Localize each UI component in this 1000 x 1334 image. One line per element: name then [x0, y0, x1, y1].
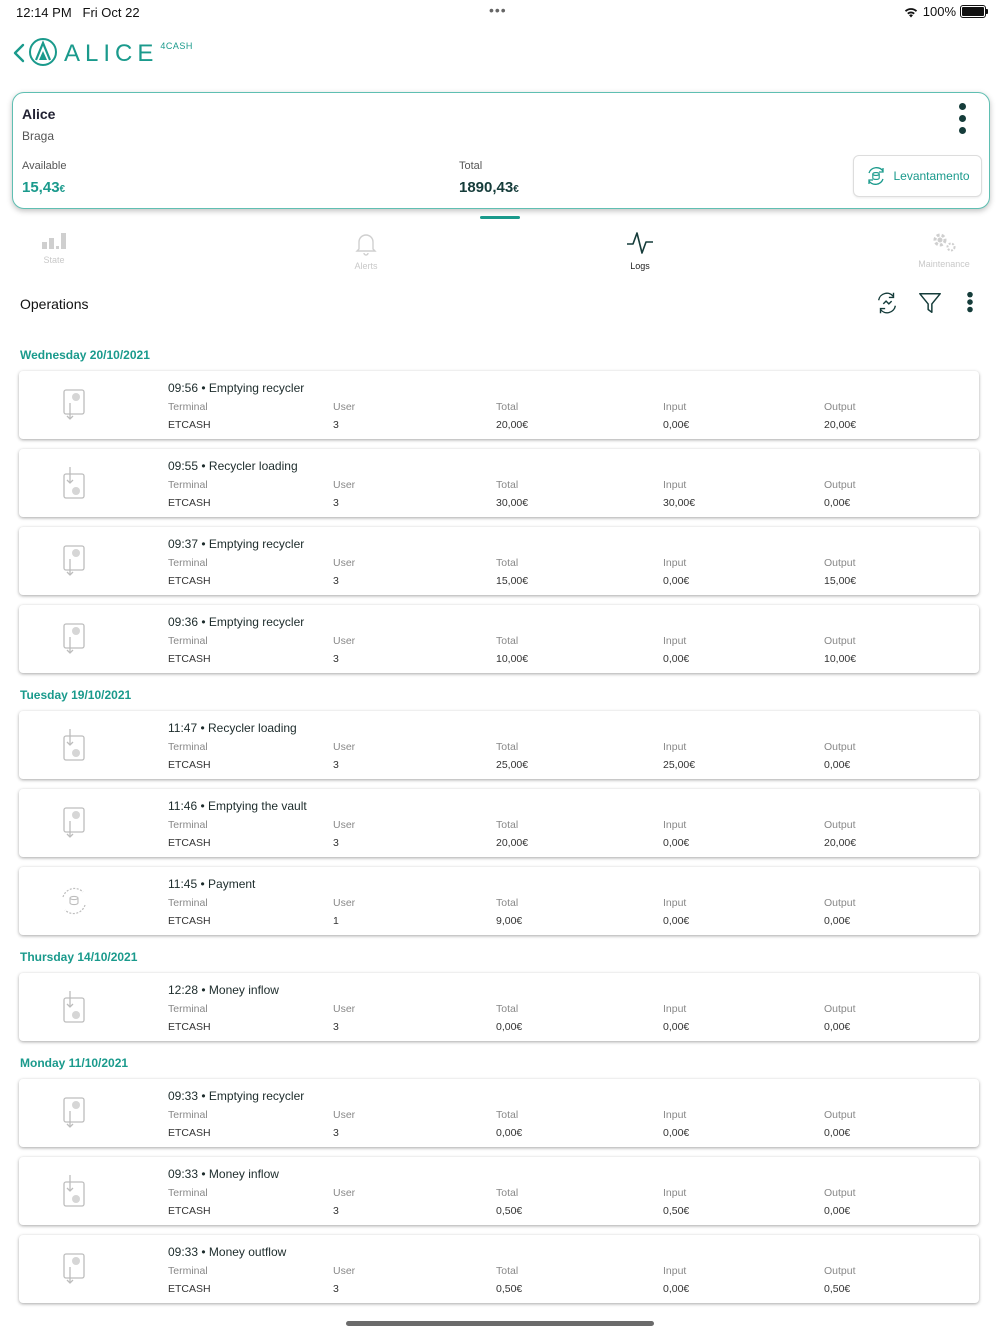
col-value-total: 0,50€	[496, 1205, 523, 1217]
levantamento-label: Levantamento	[893, 169, 970, 183]
card-drag-indicator[interactable]	[480, 216, 520, 219]
col-value-user: 3	[333, 419, 339, 431]
col-value-output: 0,00€	[824, 1021, 851, 1033]
col-label-total: Total	[496, 897, 519, 909]
col-label-output: Output	[824, 635, 856, 647]
operations-title: Operations	[20, 296, 89, 312]
col-value-user: 3	[333, 1283, 339, 1295]
tab-state[interactable]	[14, 230, 94, 265]
total-value: 1890,43€	[459, 179, 519, 196]
home-indicator[interactable]	[346, 1321, 654, 1326]
battery-percent: 100%	[922, 4, 956, 19]
col-value-output: 20,00€	[824, 837, 857, 849]
col-value-input: 0,50€	[663, 1205, 690, 1217]
day-header: Tuesday 19/10/2021	[20, 688, 132, 702]
col-label-user: User	[333, 557, 356, 569]
col-label-total: Total	[496, 741, 519, 753]
col-label-input: Input	[663, 897, 687, 909]
col-label-output: Output	[824, 897, 856, 909]
payment-icon	[57, 883, 91, 919]
operation-row[interactable]	[19, 1235, 979, 1303]
col-label-total: Total	[496, 1109, 519, 1121]
sync-icon[interactable]	[873, 290, 901, 316]
col-label-output: Output	[824, 1109, 856, 1121]
operation-row[interactable]	[19, 527, 979, 595]
col-value-total: 30,00€	[496, 497, 529, 509]
col-value-output: 10,00€	[824, 653, 857, 665]
tab-alerts[interactable]	[326, 230, 406, 271]
operation-title: 09:37 • Emptying recycler	[168, 537, 305, 551]
col-label-terminal: Terminal	[168, 1109, 208, 1121]
loading-icon	[57, 989, 91, 1025]
col-value-input: 0,00€	[663, 575, 690, 587]
col-value-user: 3	[333, 837, 339, 849]
col-label-user: User	[333, 1003, 356, 1015]
col-label-total: Total	[496, 819, 519, 831]
emptying-icon	[57, 1251, 91, 1287]
col-label-total: Total	[496, 635, 519, 647]
col-label-user: User	[333, 635, 356, 647]
col-value-total: 9,00€	[496, 915, 523, 927]
col-value-total: 0,50€	[496, 1283, 523, 1295]
col-label-terminal: Terminal	[168, 897, 208, 909]
operation-row[interactable]	[19, 711, 979, 779]
operation-row[interactable]	[19, 449, 979, 517]
col-label-terminal: Terminal	[168, 401, 208, 413]
col-value-terminal: ETCASH	[168, 837, 211, 849]
logo-word: ALICE	[64, 40, 159, 67]
emptying-icon	[57, 1095, 91, 1131]
col-value-output: 0,00€	[824, 759, 851, 771]
col-label-terminal: Terminal	[168, 635, 208, 647]
bar-chart-icon	[41, 230, 67, 250]
app-logo	[28, 37, 193, 71]
col-value-terminal: ETCASH	[168, 1127, 211, 1139]
col-label-output: Output	[824, 819, 856, 831]
col-label-input: Input	[663, 741, 687, 753]
col-label-output: Output	[824, 1187, 856, 1199]
col-label-input: Input	[663, 1003, 687, 1015]
col-label-user: User	[333, 1265, 356, 1277]
card-more-icon[interactable]	[959, 103, 967, 139]
col-value-user: 3	[333, 1205, 339, 1217]
col-value-total: 10,00€	[496, 653, 529, 665]
col-value-user: 3	[333, 1021, 339, 1033]
operations-more-icon[interactable]	[964, 290, 976, 316]
operation-title: 09:33 • Money outflow	[168, 1245, 287, 1259]
col-label-output: Output	[824, 1003, 856, 1015]
col-value-total: 25,00€	[496, 759, 529, 771]
col-label-user: User	[333, 479, 356, 491]
bell-icon	[353, 230, 379, 256]
col-value-output: 0,00€	[824, 915, 851, 927]
available-value: 15,43€	[22, 179, 66, 196]
operation-title: 09:55 • Recycler loading	[168, 459, 298, 473]
emptying-icon	[57, 387, 91, 423]
operation-title: 11:46 • Emptying the vault	[168, 799, 307, 813]
col-label-total: Total	[496, 1003, 519, 1015]
col-value-total: 20,00€	[496, 837, 529, 849]
col-value-user: 3	[333, 575, 339, 587]
account-location: Braga	[22, 129, 55, 143]
col-label-input: Input	[663, 1109, 687, 1121]
filter-icon[interactable]	[917, 290, 943, 316]
levantamento-button[interactable]	[853, 155, 982, 197]
account-card	[12, 92, 990, 209]
col-value-terminal: ETCASH	[168, 419, 211, 431]
col-value-user: 3	[333, 759, 339, 771]
col-value-terminal: ETCASH	[168, 497, 211, 509]
col-label-total: Total	[496, 557, 519, 569]
col-label-output: Output	[824, 479, 856, 491]
col-value-output: 0,00€	[824, 497, 851, 509]
col-label-input: Input	[663, 819, 687, 831]
col-value-terminal: ETCASH	[168, 1283, 211, 1295]
col-value-output: 0,00€	[824, 1127, 851, 1139]
operation-row[interactable]	[19, 867, 979, 935]
operation-title: 09:33 • Emptying recycler	[168, 1089, 305, 1103]
col-label-user: User	[333, 401, 356, 413]
emptying-icon	[57, 805, 91, 841]
loading-icon	[57, 1173, 91, 1209]
day-header: Thursday 14/10/2021	[20, 950, 138, 964]
col-label-terminal: Terminal	[168, 1003, 208, 1015]
tab-logs[interactable]	[600, 230, 680, 271]
tab-logs-label: Logs	[630, 261, 650, 271]
day-header: Monday 11/10/2021	[20, 1056, 129, 1070]
col-value-output: 0,00€	[824, 1205, 851, 1217]
col-value-terminal: ETCASH	[168, 915, 211, 927]
operation-title: 09:36 • Emptying recycler	[168, 615, 305, 629]
status-time: 12:14 PM Fri Oct 22	[16, 5, 140, 20]
operation-title: 09:56 • Emptying recycler	[168, 381, 305, 395]
col-value-terminal: ETCASH	[168, 653, 211, 665]
loading-icon	[57, 465, 91, 501]
battery-icon	[960, 5, 986, 18]
col-label-terminal: Terminal	[168, 1265, 208, 1277]
col-value-total: 20,00€	[496, 419, 529, 431]
col-label-terminal: Terminal	[168, 1187, 208, 1199]
col-value-terminal: ETCASH	[168, 1205, 211, 1217]
col-value-terminal: ETCASH	[168, 759, 211, 771]
col-value-user: 1	[333, 915, 339, 927]
col-label-output: Output	[824, 401, 856, 413]
col-value-output: 15,00€	[824, 575, 857, 587]
col-value-user: 3	[333, 1127, 339, 1139]
tab-state-label: State	[43, 255, 65, 265]
wifi-icon	[903, 6, 919, 18]
col-value-output: 0,50€	[824, 1283, 851, 1295]
operation-row[interactable]	[19, 1157, 979, 1225]
day-header: Wednesday 20/10/2021	[20, 348, 150, 362]
col-label-user: User	[333, 819, 356, 831]
col-label-terminal: Terminal	[168, 557, 208, 569]
col-label-output: Output	[824, 1265, 856, 1277]
col-label-total: Total	[496, 1187, 519, 1199]
col-label-total: Total	[496, 479, 519, 491]
loading-icon	[57, 727, 91, 763]
col-value-user: 3	[333, 497, 339, 509]
gears-icon	[930, 230, 958, 254]
pulse-icon	[626, 230, 654, 256]
operation-row[interactable]	[19, 605, 979, 673]
status-right	[903, 4, 986, 19]
col-label-input: Input	[663, 1187, 687, 1199]
col-label-terminal: Terminal	[168, 741, 208, 753]
col-value-input: 0,00€	[663, 653, 690, 665]
col-label-input: Input	[663, 401, 687, 413]
tab-maintenance[interactable]	[904, 230, 984, 269]
operation-row[interactable]	[19, 1079, 979, 1147]
available-label: Available	[22, 160, 67, 172]
col-label-output: Output	[824, 741, 856, 753]
emptying-icon	[57, 543, 91, 579]
col-label-input: Input	[663, 557, 687, 569]
back-chevron-icon[interactable]	[10, 40, 30, 66]
col-label-terminal: Terminal	[168, 479, 208, 491]
col-value-terminal: ETCASH	[168, 575, 211, 587]
tab-bar	[0, 224, 1000, 272]
col-value-input: 0,00€	[663, 837, 690, 849]
col-label-user: User	[333, 897, 356, 909]
col-label-total: Total	[496, 401, 519, 413]
col-value-input: 30,00€	[663, 497, 696, 509]
col-label-user: User	[333, 741, 356, 753]
col-label-input: Input	[663, 1265, 687, 1277]
col-value-user: 3	[333, 653, 339, 665]
col-value-input: 0,00€	[663, 1127, 690, 1139]
account-name: Alice	[22, 106, 56, 122]
col-label-user: User	[333, 1187, 356, 1199]
tab-alerts-label: Alerts	[354, 261, 378, 271]
operation-row[interactable]	[19, 371, 979, 439]
col-label-terminal: Terminal	[168, 819, 208, 831]
col-label-input: Input	[663, 635, 687, 647]
operation-row[interactable]	[19, 789, 979, 857]
col-value-total: 0,00€	[496, 1021, 523, 1033]
operation-title: 09:33 • Money inflow	[168, 1167, 279, 1181]
emptying-icon	[57, 621, 91, 657]
top-bar	[0, 36, 1000, 72]
col-label-user: User	[333, 1109, 356, 1121]
col-label-total: Total	[496, 1265, 519, 1277]
multitask-dots[interactable]: •••	[489, 2, 507, 18]
col-label-input: Input	[663, 479, 687, 491]
operation-row[interactable]	[19, 973, 979, 1041]
col-value-input: 0,00€	[663, 1021, 690, 1033]
logo-superscript: 4CASH	[160, 41, 193, 51]
col-value-input: 0,00€	[663, 419, 690, 431]
tab-maintenance-label: Maintenance	[918, 259, 970, 269]
logo-mark-icon	[28, 37, 58, 67]
col-label-output: Output	[824, 557, 856, 569]
operation-title: 11:47 • Recycler loading	[168, 721, 297, 735]
withdraw-cycle-icon	[865, 165, 887, 187]
col-value-input: 25,00€	[663, 759, 696, 771]
status-bar	[0, 0, 1000, 24]
operation-title: 12:28 • Money inflow	[168, 983, 279, 997]
col-value-input: 0,00€	[663, 915, 690, 927]
col-value-terminal: ETCASH	[168, 1021, 211, 1033]
col-value-total: 15,00€	[496, 575, 529, 587]
total-label: Total	[459, 160, 483, 172]
col-value-output: 20,00€	[824, 419, 857, 431]
col-value-input: 0,00€	[663, 1283, 690, 1295]
col-value-total: 0,00€	[496, 1127, 523, 1139]
operation-title: 11:45 • Payment	[168, 877, 256, 891]
